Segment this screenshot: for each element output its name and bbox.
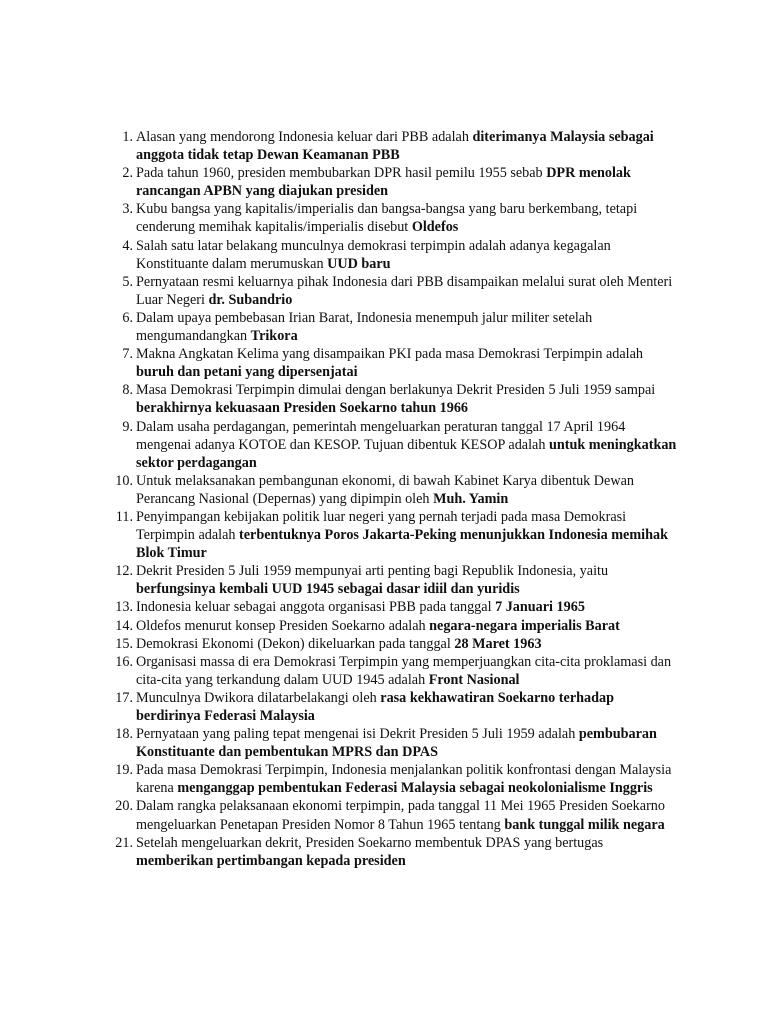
item-number: 5.: [122, 273, 133, 290]
list-item: [102, 381, 682, 417]
list-item: [102, 273, 682, 309]
item-number: 10.: [115, 472, 133, 489]
list-item: [102, 562, 682, 598]
question-text: Indonesia keluar sebagai anggota organisasi PBB pada tanggal: [136, 599, 496, 616]
answer-text: berakhirnya kekuasaan Presiden Soekarno tahun 1966: [136, 400, 469, 417]
list-item: [102, 797, 682, 833]
question-text: Dalam rangka pelaksanaan ekonomi terpimpin, pada tanggal 11 Mei 1965 Presiden Soekarno mengeluarkan Penetapan Presiden Nomor 8 Tahun 1965 tentang: [136, 798, 665, 833]
item-number: 7.: [122, 346, 133, 363]
item-number: 2.: [122, 165, 133, 182]
list-item: [102, 309, 682, 345]
question-text: Pada tahun 1960, presiden membubarkan DPR hasil pemilu 1955 sebab: [136, 165, 547, 182]
list-item: [102, 834, 682, 870]
list-item: [102, 508, 682, 562]
answer-text: DPR menolak rancangan APBN yang diajukan presiden: [136, 165, 631, 200]
item-number: 1.: [122, 129, 133, 145]
answer-text: Trikora: [250, 328, 298, 345]
list-item: [102, 472, 682, 508]
item-number: 18.: [115, 726, 133, 743]
question-text: Dalam usaha perdagangan, pemerintah mengeluarkan peraturan tanggal 17 April 1964 mengenai adanya KOTOE dan KESOP. Tujuan dibentuk KESOP adalah: [136, 418, 626, 453]
list-item: [102, 200, 682, 236]
answer-text: rasa kekhawatiran Soekarno terhadap berdirinya Federasi Malaysia: [136, 689, 614, 724]
question-answer-list: [102, 128, 682, 870]
item-number: 14.: [115, 617, 133, 634]
question-text: Pernyataan resmi keluarnya pihak Indonesia dari PBB disampaikan melalui surat oleh Menteri Luar Negeri: [136, 273, 673, 308]
item-number: 6.: [122, 309, 133, 326]
question-text: Penyimpangan kebijakan politik luar negeri yang pernah terjadi pada masa Demokrasi Terpimpin adalah: [136, 508, 627, 544]
answer-text: Front Nasional: [428, 671, 520, 688]
question-text: Oldefos menurut konsep Presiden Soekarno adalah: [136, 617, 430, 634]
question-text: Pada masa Demokrasi Terpimpin, Indonesia menjalankan politik konfrontasi dengan Malaysia karena: [136, 762, 672, 797]
list-item: [102, 617, 682, 635]
list-item: [102, 418, 682, 472]
item-number: 4.: [122, 237, 133, 254]
question-text: Dalam upaya pembebasan Irian Barat, Indonesia menempuh jalur militer setelah mengumandangkan: [136, 309, 593, 345]
list-item: [102, 237, 682, 273]
question-text: Masa Demokrasi Terpimpin dimulai dengan berlakunya Dekrit Presiden 5 Juli 1959 sampai: [136, 382, 656, 399]
answer-text: dr. Subandrio: [208, 291, 293, 308]
question-text: Makna Angkatan Kelima yang disampaikan PKI pada masa Demokrasi Terpimpin adalah: [136, 346, 643, 363]
answer-text: memberikan pertimbangan kepada presiden: [136, 852, 406, 869]
answer-text: bank tunggal milik negara: [504, 816, 665, 833]
list-item: [102, 725, 682, 761]
answer-text: terbentuknya Poros Jakarta-Peking menunjukkan Indonesia memihak Blok Timur: [136, 527, 668, 562]
question-text: Dekrit Presiden 5 Juli 1959 mempunyai arti penting bagi Republik Indonesia, yaitu: [136, 563, 609, 580]
list-item: [102, 635, 682, 653]
answer-text: buruh dan petani yang dipersenjatai: [136, 364, 358, 381]
answer-text: UUD baru: [327, 255, 391, 272]
question-text: Munculnya Dwikora dilatarbelakangi oleh: [136, 689, 381, 706]
item-number: 19.: [115, 762, 133, 779]
answer-text: 7 Januari 1965: [495, 599, 585, 616]
answer-text: untuk meningkatkan sektor perdagangan: [136, 436, 677, 471]
question-text: Pernyataan yang paling tepat mengenai isi Dekrit Presiden 5 Juli 1959 adalah: [136, 726, 579, 743]
item-number: 8.: [122, 382, 133, 399]
item-number: 17.: [115, 689, 133, 706]
question-text: Organisasi massa di era Demokrasi Terpimpin yang memperjuangkan cita-cita proklamasi dan cita-cita yang terkandung dalam UUD 1945 adalah: [136, 653, 672, 688]
question-text: Setelah mengeluarkan dekrit, Presiden Soekarno membentuk DPAS yang bertugas: [136, 834, 604, 851]
answer-text: Muh. Yamin: [433, 490, 509, 507]
item-number: 20.: [115, 798, 133, 815]
list-item: [102, 653, 682, 689]
list-item: [102, 345, 682, 381]
list-item: [102, 164, 682, 200]
answer-text: 28 Maret 1963: [454, 635, 542, 652]
list-item: [102, 761, 682, 797]
item-number: 21.: [115, 834, 133, 851]
answer-text: pembubaran Konstituante dan pembentukan MPRS dan DPAS: [136, 726, 657, 761]
answer-text: diterimanya Malaysia sebagai anggota tidak tetap Dewan Keamanan PBB: [136, 129, 654, 164]
item-number: 16.: [115, 653, 133, 670]
item-number: 9.: [122, 418, 133, 435]
item-number: 11.: [115, 508, 133, 525]
question-text: Demokrasi Ekonomi (Dekon) dikeluarkan pada tanggal: [136, 635, 455, 652]
answer-text: berfungsinya kembali UUD 1945 sebagai dasar idiil dan yuridis: [136, 581, 520, 598]
list-item: [102, 689, 682, 725]
item-number: 13.: [115, 599, 133, 616]
item-number: 15.: [115, 635, 133, 652]
item-number: 12.: [115, 563, 133, 580]
answer-text: Oldefos: [411, 219, 459, 236]
list-item: [102, 128, 682, 164]
answer-text: negara-negara imperialis Barat: [429, 617, 620, 634]
question-text: Kubu bangsa yang kapitalis/imperialis dan bangsa-bangsa yang baru berkembang, tetapi cenderung memihak kapitalis/imperialis disebut: [136, 201, 638, 236]
question-text: Alasan yang mendorong Indonesia keluar dari PBB adalah: [136, 129, 473, 145]
list-item: [102, 598, 682, 616]
item-number: 3.: [122, 201, 133, 218]
answer-text: menganggap pembentukan Federasi Malaysia sebagai neokolonialisme Inggris: [177, 780, 653, 797]
question-text: Salah satu latar belakang munculnya demokrasi terpimpin adalah adanya kegagalan Konstituante dalam merumuskan: [136, 237, 611, 272]
question-text: Untuk melaksanakan pembangunan ekonomi, di bawah Kabinet Karya dibentuk Dewan Perancang Nasional (Depernas) yang dipimpin oleh: [136, 472, 634, 507]
